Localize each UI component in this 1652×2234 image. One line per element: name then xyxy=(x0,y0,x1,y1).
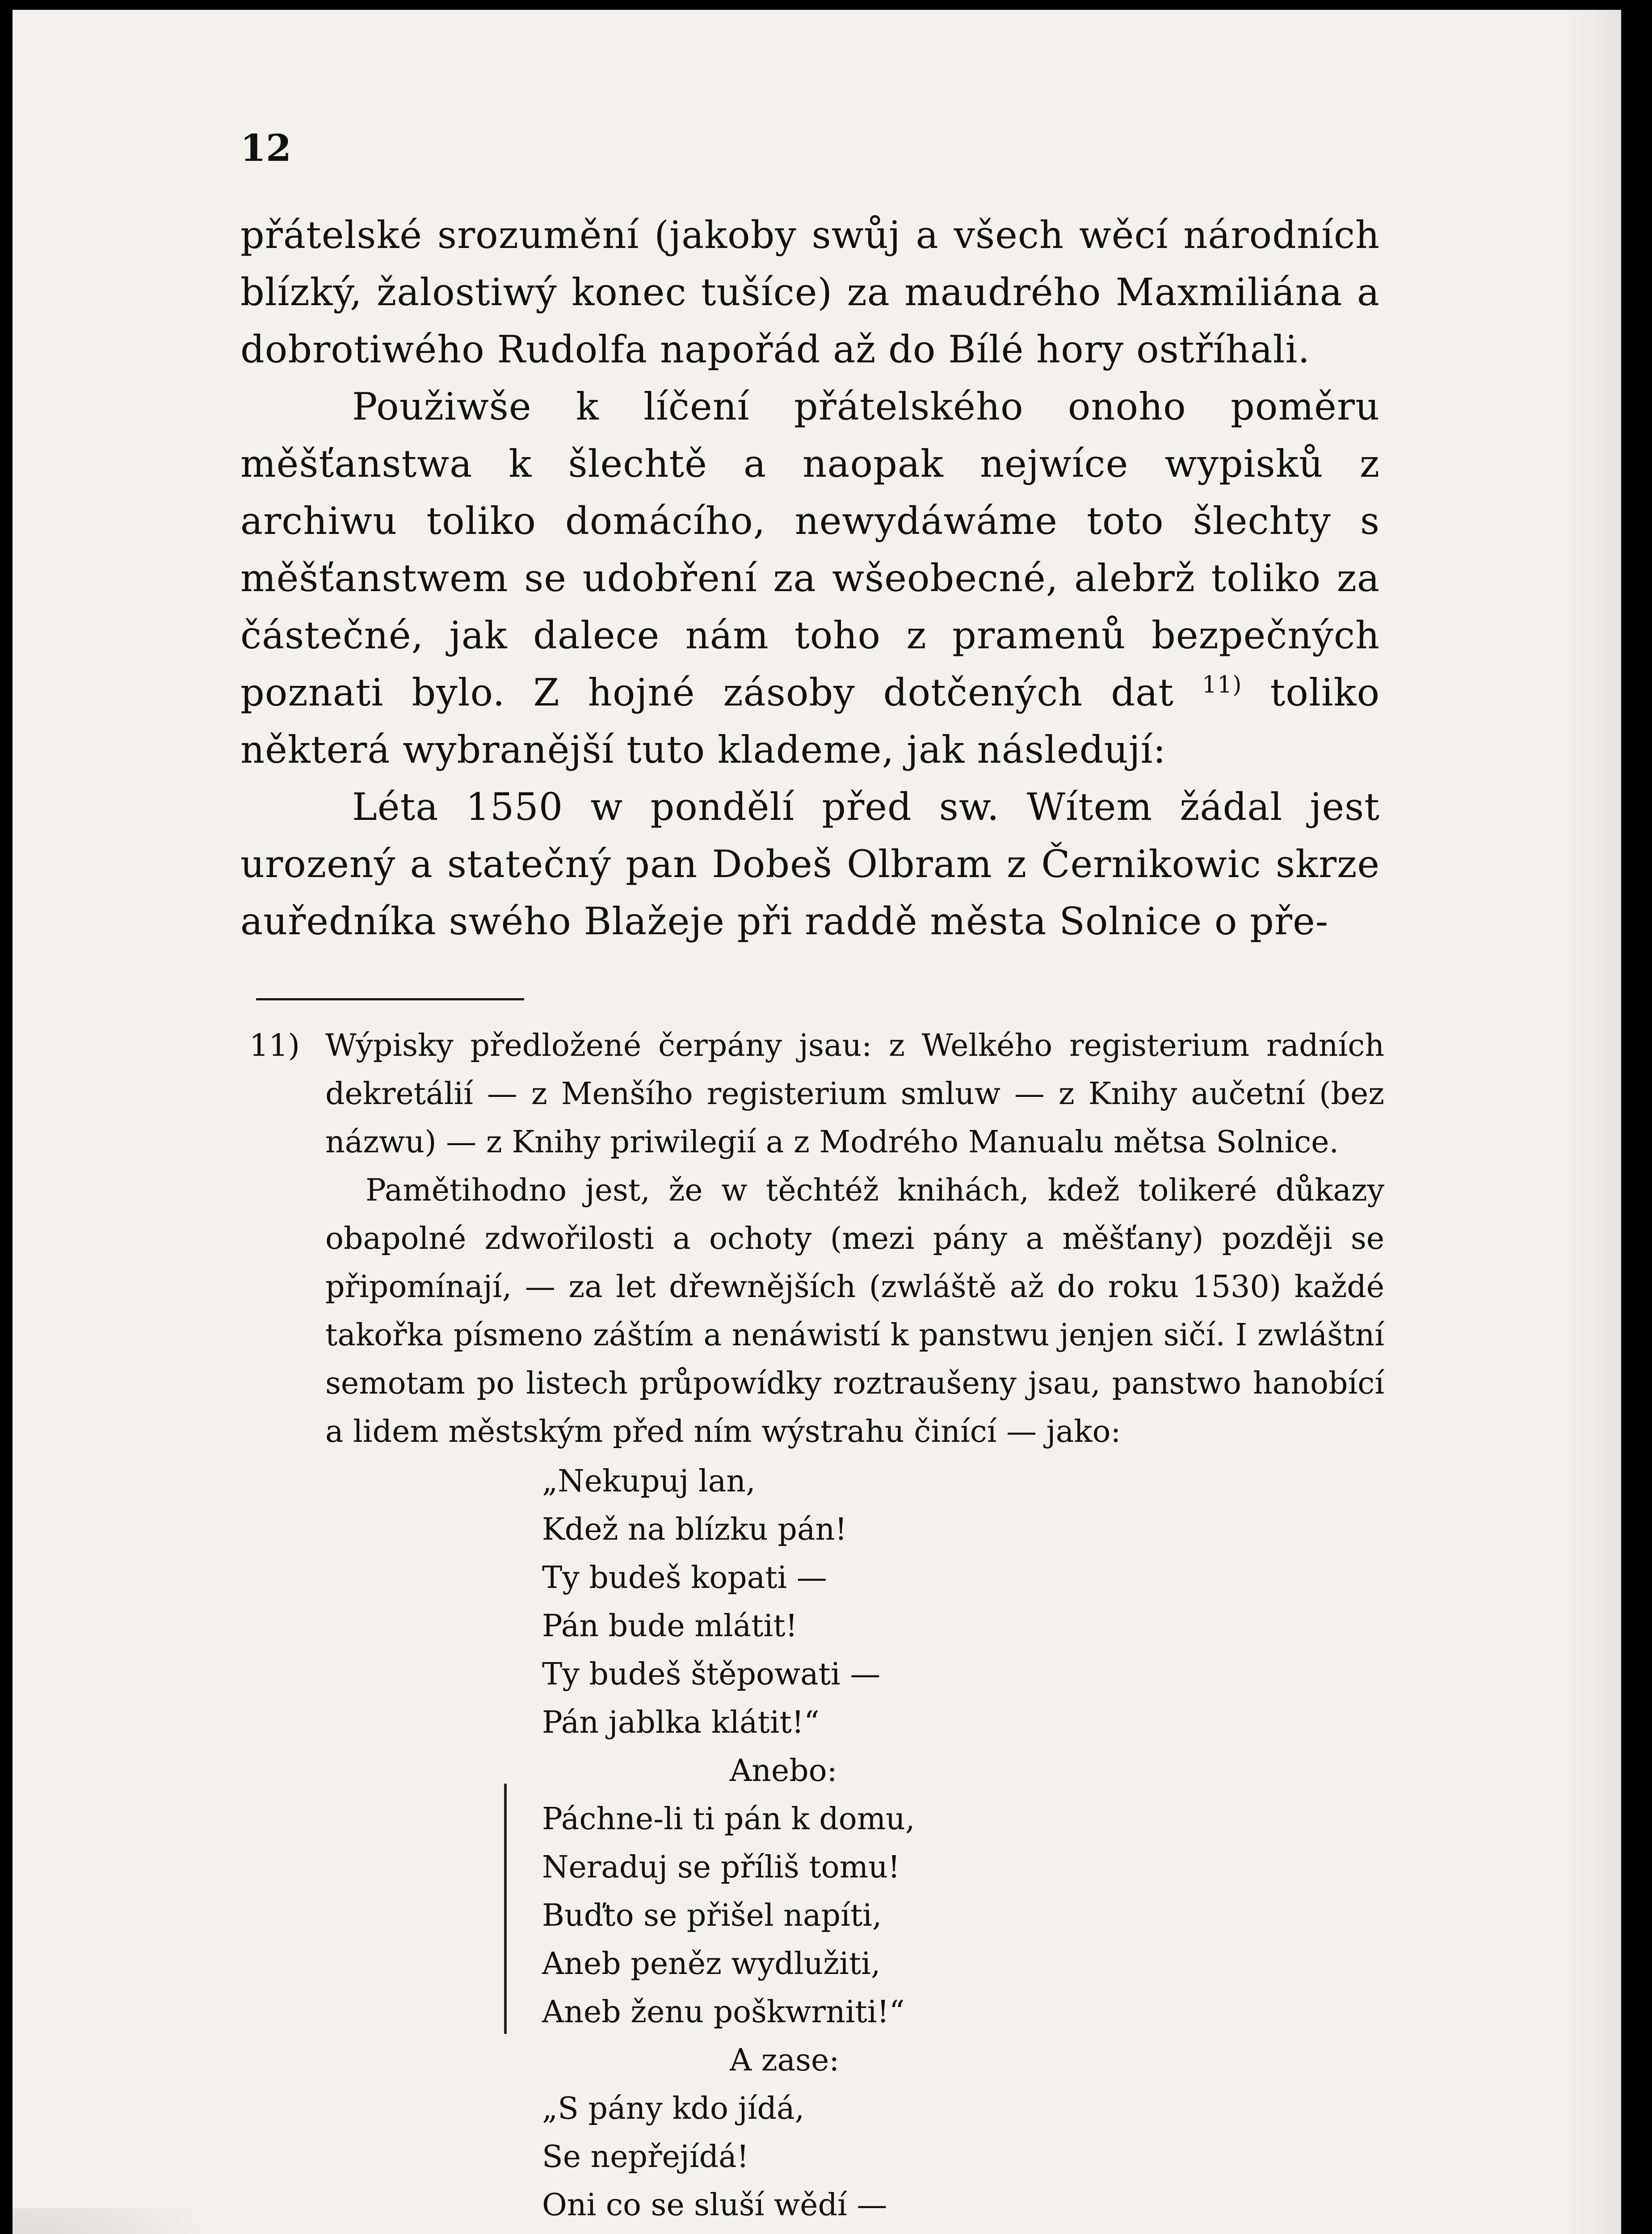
verse-separator: A zase: xyxy=(730,2043,840,2078)
verse-separator: Anebo: xyxy=(730,1753,837,1789)
verse-line: Páchne-li ti pán k domu, xyxy=(542,1801,915,1837)
page-number: 12 xyxy=(240,127,292,170)
verse-line: Ty budeš kopati — xyxy=(542,1560,827,1596)
verse-line: Pán bude mlátit! xyxy=(542,1608,798,1644)
verse-line: „Nekupuj lan, xyxy=(542,1464,756,1499)
footnote-paragraph-2: Pamětihodno jest, že w těchtéž knihách, kdež tolikeré důkazy obapolné zdwořilosti a ochoty (mezi pány a měšťany) později se připomínají, — za let dřewnějších (zwláště až do roku 1530) každé takořka písmeno záštím a nenáwistí k panstwu jenjen sičí. I zwláštní semotam po listech průpowídky roztraušeny jsau, panstwo hanobící a lidem městským před ním wýstrahu činící — jako: xyxy=(325,1173,1384,1449)
verse-line: „S pány kdo jídá, xyxy=(542,2091,805,2126)
page-edge-shadow xyxy=(1563,10,1621,2234)
verse-line: Aneb ženu poškwrniti!“ xyxy=(542,1995,905,2030)
verse-line: Kdež na blízku pán! xyxy=(542,1512,847,1547)
verse-line: Ty budeš štěpowati — xyxy=(542,1657,881,1692)
paragraph-2-text-end: toliko některá wybranější tuto klademe, jak následují: xyxy=(240,671,1380,772)
verse-line: Neraduj se příliš tomu! xyxy=(542,1850,900,1885)
verse-line: Aneb peněz wydlužiti, xyxy=(542,1946,881,1982)
margin-bracket xyxy=(504,1784,507,2034)
footnote-number: 11) xyxy=(249,1028,300,1063)
paragraph-2-text: Použiwše k líčení přátelského onoho poměru měšťanstwa k šlechtě a naopak nejwíce wypisků z archiwu toliko domácího, newydáwáme toto šlechty s měšťanstwem se udobření za wšeobecné, alebrž toliko za částečné, jak dalece nám toho z pramenů bezpečných poznati bylo. Z hojné zásoby dotčených dat xyxy=(240,385,1380,714)
main-text xyxy=(240,206,1380,950)
footnote-text: Wýpisky předložené čerpány jsau: z Welkého registerium radních dekretálií — z Menšího registerium smluw — z Knihy aučetní (bez názwu) — z Knihy priwilegií a z Modrého Manualu mětsa Solnice. xyxy=(325,1028,1384,1160)
paragraph-2 xyxy=(240,378,1380,778)
footnote-divider xyxy=(256,998,524,1000)
footnote-block xyxy=(249,1022,1384,1456)
verse-line: Oni co se sluší wědí — xyxy=(542,2188,887,2223)
page-corner-stain xyxy=(13,2208,200,2234)
footnote-reference: 11) xyxy=(1202,672,1242,698)
verse-block xyxy=(542,1457,1085,2234)
footnote-entry xyxy=(249,1022,1384,1167)
verse-line xyxy=(542,2230,1085,2234)
verse-line: Pán jablka klátit!“ xyxy=(542,1705,820,1740)
book-page xyxy=(13,10,1621,2234)
paragraph-3: Léta 1550 w pondělí před sw. Wítem žádal jest urozený a statečný pan Dobeš Olbram z Černikowic skrze auředníka swého Blažeje při raddě města Solnice o pře- xyxy=(240,785,1380,943)
verse-line: Buďto se přišel napíti, xyxy=(542,1898,882,1933)
verse-line: Se nepřejídá! xyxy=(542,2139,749,2175)
footnote-continuation xyxy=(249,1167,1384,1456)
paragraph-1: přátelské srozumění (jakoby swůj a všech wěcí národních blízký, žalostiwý konec tušíce) za maudrého Maxmiliána a dobrotiwého Rudolfa napořád až do Bílé hory ostříhali. xyxy=(240,213,1380,371)
